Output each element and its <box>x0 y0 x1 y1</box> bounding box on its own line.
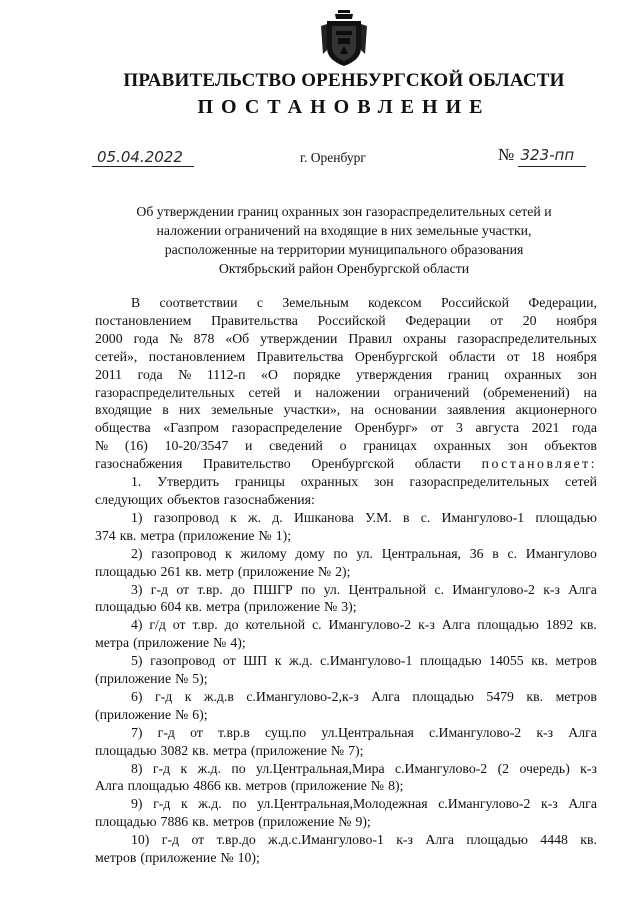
preamble-line: входящие в них земельные участки», на основании заявления акционерного <box>95 402 597 418</box>
list-item-line: Алга площадью 4866 кв. метров (приложение № 8); <box>95 778 404 794</box>
preamble-line: 2000 года № 878 «Об утверждении Правил охраны газораспределительных <box>95 330 597 346</box>
subject-line: расположенные на территории муниципального образования <box>164 242 524 257</box>
list-item-line: 10) г-д от т.вр.до ж.д.с.Имангулово-1 к-з Алга площадью 4448 кв. <box>131 832 597 848</box>
preamble-line: В соответствии с Земельным кодексом Российской Федерации, <box>131 295 597 310</box>
document-date: 05.04.2022 <box>97 148 183 166</box>
list-item-line: площадью 7886 кв. метров (приложение № 9); <box>95 814 371 830</box>
list-item-line: 9) г-д к ж.д. по ул.Центральная,Молодежная с.Имангулово-2 к-з Алга <box>131 796 597 812</box>
document-type-title: ПОСТАНОВЛЕНИЕ <box>197 96 491 118</box>
document-body <box>95 294 597 867</box>
list-item-line: 7) г-д от т.вр.в сущ.по ул.Центральная с.Имангулово-2 к-з Алга <box>131 724 597 740</box>
resolves-word: постановляет: <box>481 456 597 472</box>
list-item-line: площадью 604 кв. метра (приложение № 3); <box>95 599 357 615</box>
preamble-line: постановлением Правительства Российской Федерации от 20 ноября <box>95 312 597 328</box>
preamble-line: газоснабжения Правительство Оренбургской области постановляет: <box>95 456 597 472</box>
document-city: г. Оренбург <box>300 150 366 165</box>
list-item-line: (приложение № 5); <box>95 671 208 687</box>
list-item-line: 2) газопровод к жилому дому по ул. Центральная, 36 в с. Имангулово <box>131 545 597 561</box>
document-number <box>498 145 574 165</box>
list-item-line: метров (приложение № 10); <box>95 850 260 866</box>
preamble-line: 2011 года № 1112-п «О порядке утверждения границ охранных зон <box>95 366 597 382</box>
list-item-line: 374 кв. метра (приложение № 1); <box>95 527 292 543</box>
list-item-line: метра (приложение № 4); <box>95 635 246 651</box>
preamble-line: газораспределительных сетей и наложении ограничений (обременений) на <box>95 384 597 400</box>
subject-line: наложении ограничений на входящие в них земельные участки, <box>156 223 532 238</box>
list-item-line: 3) г-д от т.вр. до ПШГР по ул. Центральной с. Имангулово-2 к-з Алга <box>131 581 597 597</box>
list-item-line: 6) г-д к ж.д.в с.Имангулово-2,к-з Алга площадью 5479 кв. метров <box>131 688 597 704</box>
number-underline <box>518 166 586 167</box>
clause-line: следующих объектов газоснабжения: <box>95 491 315 507</box>
number-value: 323-пп <box>520 146 575 164</box>
number-prefix: № <box>498 145 515 164</box>
list-item-line: 8) г-д к ж.д. по ул.Центральная,Мира с.Имангулово-2 (2 очередь) к-з <box>131 760 597 776</box>
date-underline <box>92 166 194 167</box>
document-subject <box>96 202 592 278</box>
subject-line: Об утверждении границ охранных зон газораспределительных сетей и <box>136 204 552 219</box>
list-item-line: 4) г/д от т.вр. до котельной с. Имангулово-2 к-з Алга площадью 1892 кв. <box>131 617 597 633</box>
preamble-line: сетей», постановлением Правительства Оренбургской области от 18 ноября <box>95 348 597 364</box>
list-item-line: (приложение № 6); <box>95 706 208 722</box>
government-title: ПРАВИТЕЛЬСТВО ОРЕНБУРГСКОЙ ОБЛАСТИ <box>123 70 565 91</box>
list-item-line: площадью 3082 кв. метра (приложение № 7); <box>95 742 364 758</box>
list-item-line: 1) газопровод к ж. д. Ишканова У.М. в с. Имангулово-1 площадью <box>131 509 597 525</box>
coat-of-arms-icon <box>321 10 367 68</box>
subject-line: Октябрьский район Оренбургской области <box>218 261 470 276</box>
clause-line: 1. Утвердить границы охранных зон газораспределительных сетей <box>131 474 597 490</box>
list-item-line: 5) газопровод от ШП к ж.д. с.Имангулово-1 площадью 14055 кв. метров <box>131 653 597 669</box>
list-item-line: площадью 261 кв. метр (приложение № 2); <box>95 563 351 579</box>
preamble-line: общества «Газпром газораспределение Оренбург» от 3 августа 2021 года <box>95 420 597 436</box>
preamble-line: № (16) 10-20/3547 и сведений о границах охранных зон объектов <box>95 438 597 454</box>
